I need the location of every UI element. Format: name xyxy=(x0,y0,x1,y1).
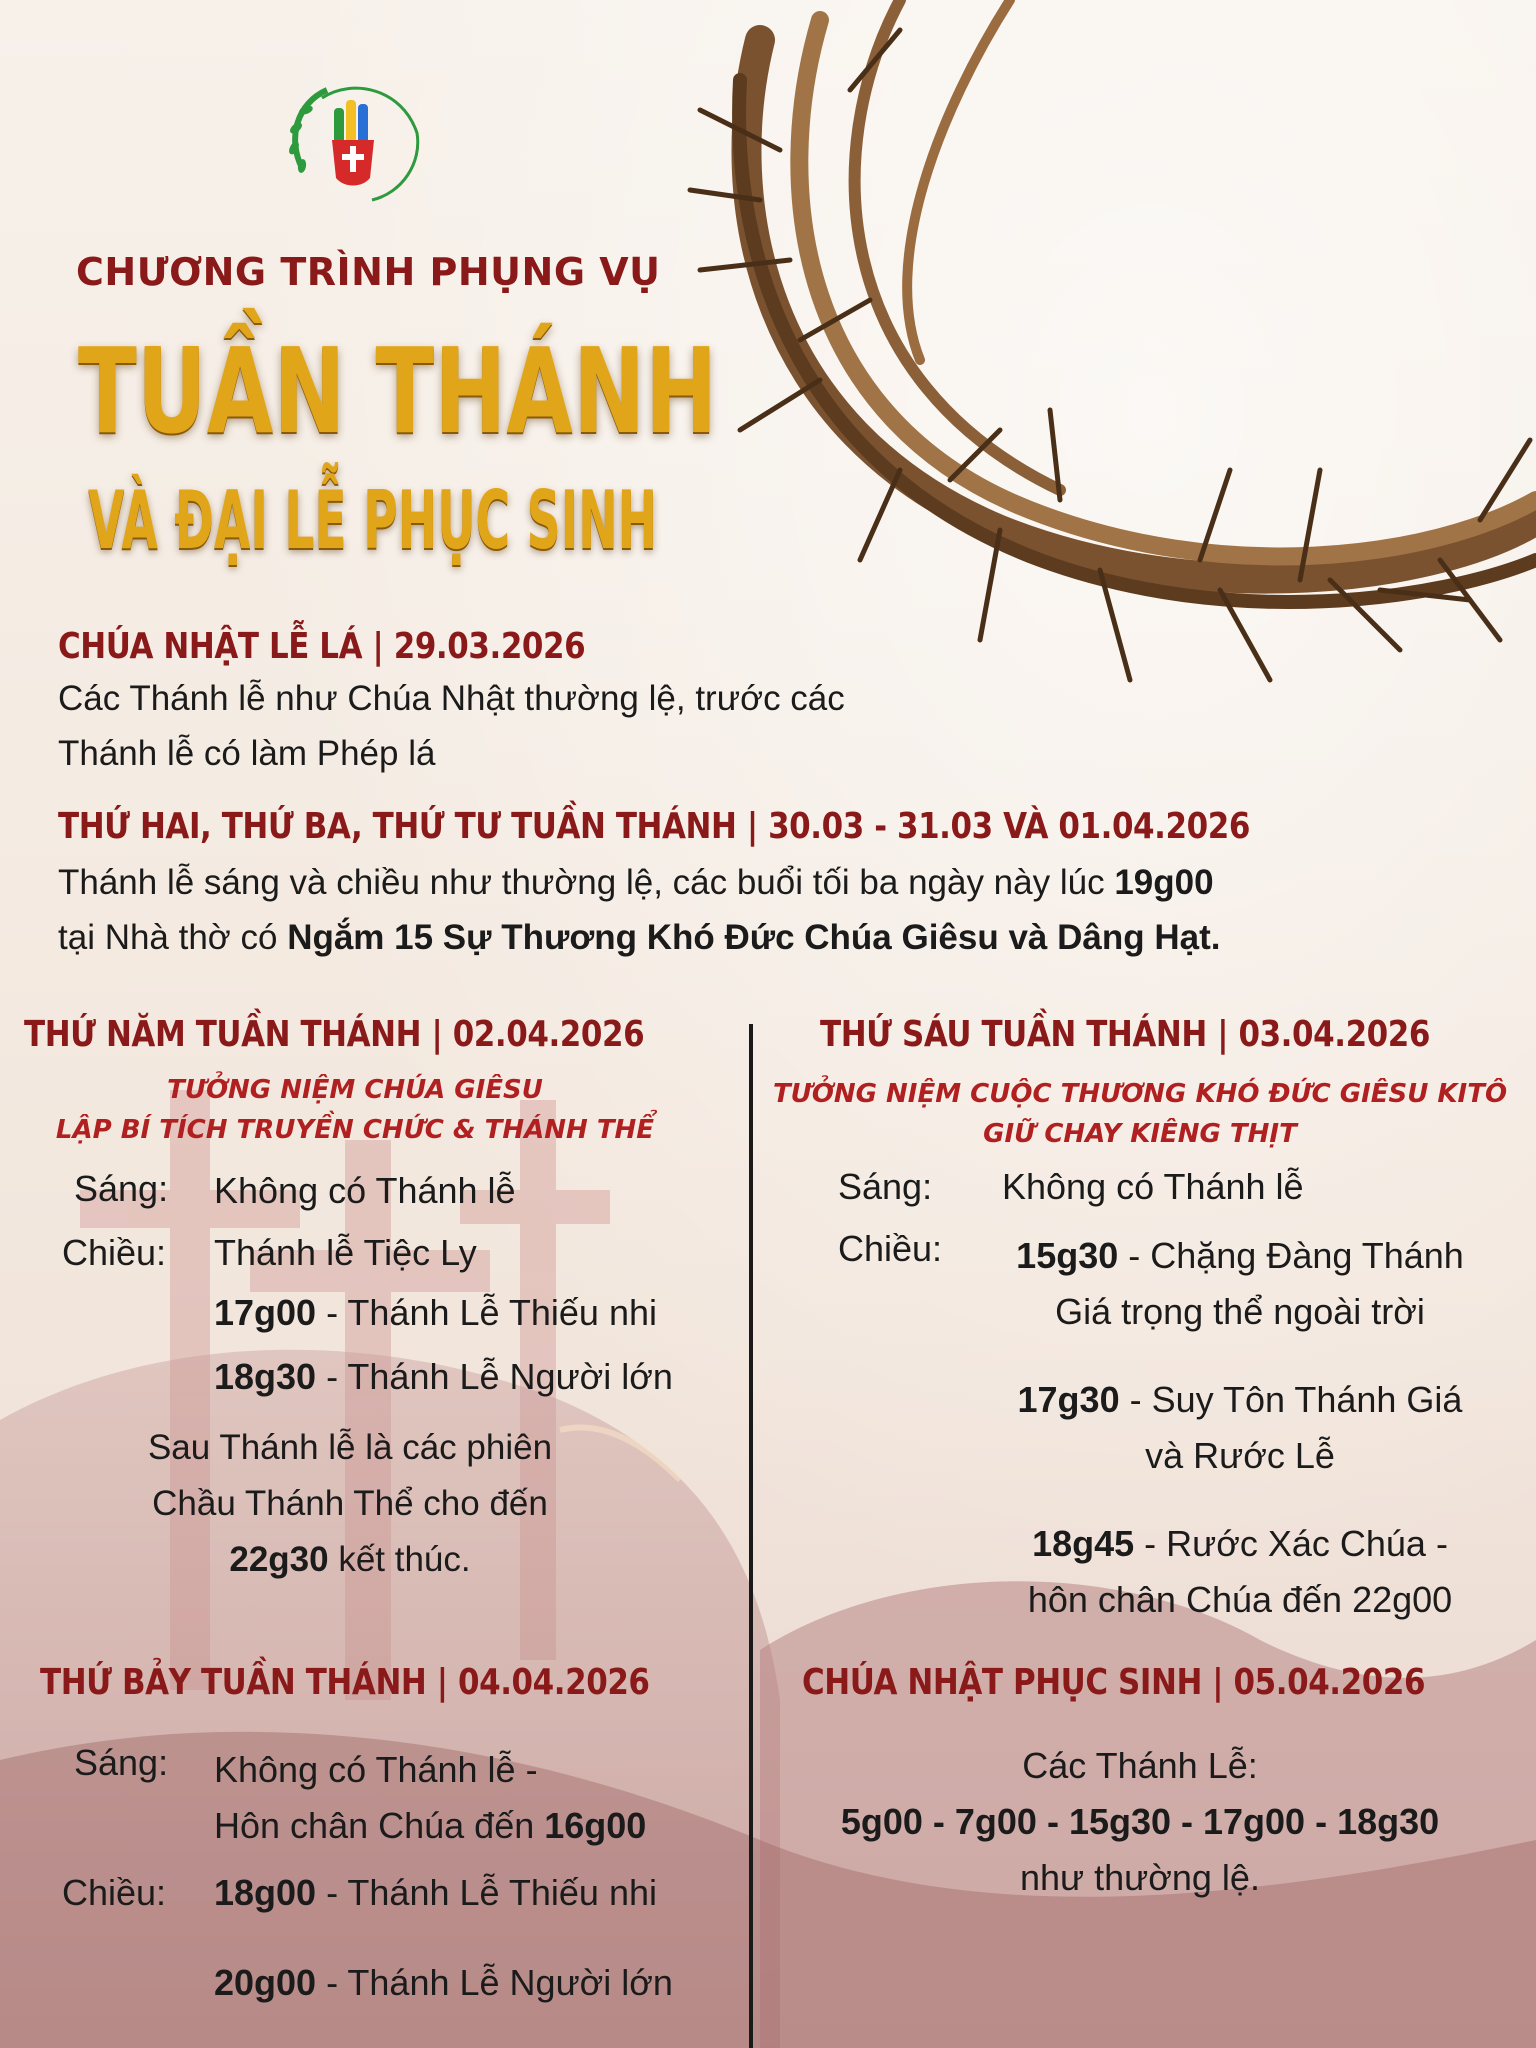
mon-wed-devotion: Ngắm 15 Sự Thương Khó Đức Chúa Giêsu và Dâng Hạt. xyxy=(287,918,1221,957)
saturday-morning-time: 16g00 xyxy=(544,1805,647,1846)
thursday-subtitle xyxy=(40,1070,670,1150)
thursday-mass-2-text: - Thánh Lễ Người lớn xyxy=(316,1356,673,1397)
thursday-note-3-text: kết thúc. xyxy=(328,1540,471,1579)
easter-heading: CHÚA NHẬT PHỤC SINH | 05.04.2026 xyxy=(802,1662,1426,1703)
saturday-mass-1-text: - Thánh Lễ Thiếu nhi xyxy=(316,1872,657,1913)
mon-wed-line-1 xyxy=(58,856,1214,910)
palm-sunday-line-1: Các Thánh lễ như Chúa Nhật thường lệ, trước các xyxy=(58,679,845,718)
thursday-note-3 xyxy=(40,1532,660,1588)
saturday-mass-2-text: - Thánh Lễ Người lớn xyxy=(316,1962,673,2003)
saturday-afternoon-label: Chiều: xyxy=(62,1872,167,1913)
thursday-morning-label: Sáng: xyxy=(74,1168,169,1209)
thursday-note-time: 22g30 xyxy=(229,1540,329,1579)
mon-wed-heading: THỨ HAI, THỨ BA, THỨ TƯ TUẦN THÁNH | 30.03 - 31.03 VÀ 01.04.2026 xyxy=(58,806,1250,847)
thursday-adoration-note xyxy=(40,1420,660,1588)
palm-sunday-heading: CHÚA NHẬT LỄ LÁ | 29.03.2026 xyxy=(58,626,586,667)
friday-heading: THỨ SÁU TUẦN THÁNH | 03.04.2026 xyxy=(820,1014,1431,1055)
saturday-morning-line-2-text: Hôn chân Chúa đến xyxy=(214,1805,545,1846)
column-divider xyxy=(749,1024,753,2048)
friday-item-3-time: 18g45 xyxy=(1032,1523,1135,1564)
palm-sunday-line-2: Thánh lễ có làm Phép lá xyxy=(58,734,436,773)
thursday-subtitle-2: LẬP BÍ TÍCH TRUYỀN CHỨC & THÁNH THỂ xyxy=(55,1115,655,1145)
thursday-heading: THỨ NĂM TUẦN THÁNH | 02.04.2026 xyxy=(24,1014,645,1055)
saturday-mass-2 xyxy=(214,1962,673,2004)
friday-item-1-line-1 xyxy=(960,1228,1520,1284)
saturday-morning-value xyxy=(214,1742,646,1854)
friday-morning-label: Sáng: xyxy=(838,1166,933,1207)
friday-item-1-time: 15g30 xyxy=(1016,1235,1119,1276)
thursday-afternoon-label: Chiều: xyxy=(62,1232,167,1273)
logo-emblem xyxy=(282,78,432,208)
parish-logo xyxy=(282,78,432,208)
title-line-1: TUẦN THÁNH xyxy=(78,322,718,460)
friday-item-3-line-2: hôn chân Chúa đến 22g00 xyxy=(1027,1579,1453,1620)
saturday-morning-line-2 xyxy=(214,1798,646,1854)
friday-item-3 xyxy=(960,1516,1520,1628)
title-line-2: VÀ ĐẠI LỄ PHỤC SINH xyxy=(88,474,658,567)
friday-item-1-text: - Chặng Đàng Thánh xyxy=(1118,1235,1464,1276)
saturday-heading: THỨ BẢY TUẦN THÁNH | 04.04.2026 xyxy=(40,1662,650,1703)
friday-item-2-line-2: và Rước Lễ xyxy=(1145,1435,1335,1476)
thursday-mass-2 xyxy=(214,1356,673,1398)
thursday-afternoon-value: Thánh lễ Tiệc Ly xyxy=(214,1232,477,1273)
friday-item-3-line-1 xyxy=(960,1516,1520,1572)
friday-item-2-time: 17g30 xyxy=(1017,1379,1120,1420)
saturday-mass-1 xyxy=(214,1872,657,1914)
friday-item-3-text: - Rước Xác Chúa - xyxy=(1134,1523,1448,1564)
friday-subtitle-2: GIỮ CHAY KIÊNG THỊT xyxy=(983,1119,1297,1149)
thursday-note-1: Sau Thánh lễ là các phiên xyxy=(147,1428,553,1467)
thursday-note-2: Chầu Thánh Thể cho đến xyxy=(152,1484,548,1523)
thursday-mass-1-time: 17g00 xyxy=(214,1292,317,1333)
thursday-mass-2-time: 18g30 xyxy=(214,1356,317,1397)
friday-subtitle-1: TƯỞNG NIỆM CUỘC THƯƠNG KHÓ ĐỨC GIÊSU KITÔ xyxy=(772,1079,1508,1109)
friday-item-2 xyxy=(960,1372,1520,1484)
thursday-mass-1-text: - Thánh Lễ Thiếu nhi xyxy=(316,1292,657,1333)
mon-wed-time: 19g00 xyxy=(1114,863,1214,902)
saturday-mass-1-time: 18g00 xyxy=(214,1872,317,1913)
program-subtitle: CHƯƠNG TRÌNH PHỤNG VỤ xyxy=(76,250,661,294)
friday-item-2-text: - Suy Tôn Thánh Giá xyxy=(1119,1379,1463,1420)
saturday-morning-line-1: Không có Thánh lễ - xyxy=(214,1749,538,1790)
mon-wed-line-2 xyxy=(58,911,1220,965)
friday-item-2-line-1 xyxy=(960,1372,1520,1428)
mon-wed-line-1-text: Thánh lễ sáng và chiều như thường lệ, các buổi tối ba ngày này lúc xyxy=(58,863,1115,902)
saturday-mass-2-time: 20g00 xyxy=(214,1962,317,2003)
easter-line-3: như thường lệ. xyxy=(1020,1857,1260,1898)
thursday-morning-value: Không có Thánh lễ xyxy=(214,1170,516,1211)
saturday-morning-label: Sáng: xyxy=(74,1742,169,1783)
friday-item-1 xyxy=(960,1228,1520,1340)
friday-subtitle xyxy=(770,1074,1510,1154)
friday-item-1-line-2: Giá trọng thể ngoài trời xyxy=(1055,1291,1425,1332)
thursday-mass-1 xyxy=(214,1292,657,1334)
friday-morning-value: Không có Thánh lễ xyxy=(1002,1166,1304,1207)
friday-afternoon-label: Chiều: xyxy=(838,1228,943,1269)
easter-times: 5g00 - 7g00 - 15g30 - 17g00 - 18g30 xyxy=(840,1801,1440,1842)
thursday-subtitle-1: TƯỞNG NIỆM CHÚA GIÊSU xyxy=(167,1075,543,1105)
easter-line-1: Các Thánh Lễ: xyxy=(1022,1745,1258,1786)
mon-wed-line-2-text: tại Nhà thờ có xyxy=(58,918,288,957)
easter-schedule xyxy=(770,1738,1510,1906)
